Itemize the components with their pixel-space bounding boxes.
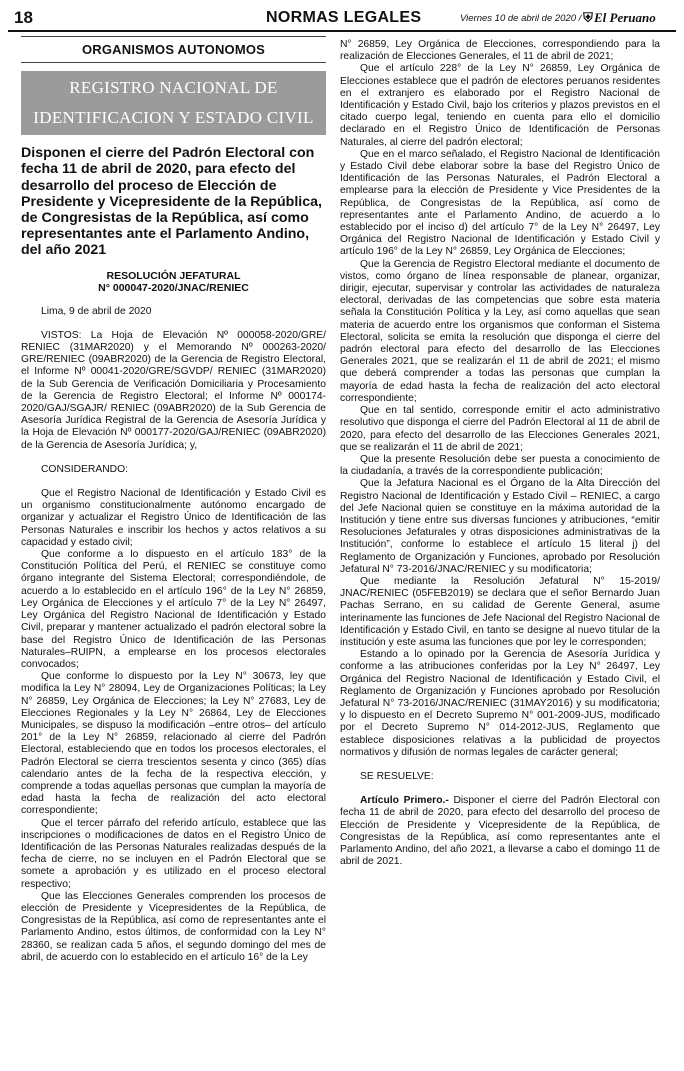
newspaper-logo: ⛨El Peruano [583,10,656,25]
paragraph: Que las Elecciones Generales comprenden los procesos de elección de Presidente y Vicepresidentes de la República, de Congresistas de la República, así como de representantes ante el Parlamento Andino, estos últimos, de conformidad con la Ley N° 28360, se realizan cada 5 años, el segundo domingo del mes de abril, de acuerdo con lo establecido en el artículo 16° de la Ley [21,890,326,963]
resolution-label: RESOLUCIÓN JEFATURAL [106,269,241,282]
section-title: ORGANISMOS AUTONOMOS [21,36,326,63]
vistos-paragraph: VISTOS: La Hoja de Elevación Nº 000058-2020/GRE/ RENIEC (31MAR2020) y el Memorando Nº 000263-2020/ GRE/RENIEC (09ABR2020) de la Gerencia de Registro Electoral, el Informe Nº 00041-2020/GRE/SGVDP/ RENIEC (31MAR2020) de la Sub Gerencia de Verificación Domiciliaria y Procesamiento de la Gerencia de Registro Electoral; el Informe Nº 000174-2020/GAJ/SGAJR/ RENIEC (09ABR2020) de la Sub Gerencia de Asesoría Jurídica Registral de la Gerencia de Asesoría Jurídica y la Hoja de Elevación Nº 000177-2020/GAJ/RENIEC (09ABR2020) de la Gerencia de Asesoría Jurídica; y, [21,329,326,451]
page-header [8,6,676,32]
article-first [340,795,660,868]
left-column [21,36,326,964]
paragraph: Que conforme a lo dispuesto en el artículo 183° de la Constitución Política del Perú, el RENIEC se constituye como órgano integrante del Sistema Electoral; correspondiéndole, de acuerdo a lo establecido en el artículo 196° de la Ley N° 26859, Ley Orgánica de Elecciones y el artículo 7° de la Ley N° 26497, Ley Orgánica del Registro Nacional de Identificación y Estado Civil, preparar y mantener actualizado el padrón electoral sobre la base del Registro Único de Identificación de las Personas Naturales–RUIPN, a emplearse en los procesos electorales convocados; [21,549,326,670]
place-date: Lima, 9 de abril de 2020 [41,305,152,317]
paragraph: Que en el marco señalado, el Registro Nacional de Identificación y Estado Civil debe elaborar sobre la base del Registro Único de Identificación de las Personas Naturales, el Padrón Electoral a emplearse para la elección de Presidente y Vice Presidentes de la República, de Congresistas de la República, así como de representantes ante el Parlamento Andino, de acuerdo a lo establecido por el inciso d) del artículo 7° de la Ley N° 26497, Ley Orgánica del Registro Nacional de Identificación y Estado Civil y artículo 196° de la Ley N° 26859, Ley Orgánica de Elecciones; [340,148,660,258]
paragraph: Que el Registro Nacional de Identificación y Estado Civil es un organismo constitucionalmente autónomo encargado de organizar y actualizar el Registro Único de Identificación de las Personas Naturales e inscribir los hechos y actos relativos a su capacidad y estado civil; [21,488,326,548]
paragraph: Que mediante la Resolución Jefatural N° 15-2019/ JNAC/RENIEC (05FEB2019) se declara que el señor Bernardo Juan Pachas Serrano, en su calidad de Gerente General, asume interinamente las funciones de Jefe Nacional del Registro Nacional de Identificación y Estado Civil, en tanto se designe al nuevo titular de la institución y este asuma las funciones que por ley le corresponden; [340,575,660,648]
paragraph: Que el tercer párrafo del referido artículo, establece que las inscripciones o modificaciones de datos en el Registro Único de Identificación de las Personas Naturales realizadas después de la fecha de cierre, no se incluyen en el Padrón Electoral que se somete a aprobación y es utilizado en el proceso electoral respectivo; [21,817,326,890]
paragraph: Que el artículo 228° de la Ley N° 26859, Ley Orgánica de Elecciones establece que el padrón de electores peruanos residentes en el extranjero es elaborado por el Registro Nacional de Identificación y Estado Civil, bajo los criterios y plazos previstos en el citado cuerpo legal, teniendo en cuenta para ello el domicilio declarado en el Registro Único de Identificación de Personas Naturales, al cierre del padrón electoral; [340,63,660,148]
issue-date: Viernes 10 de abril de 2020 / [460,13,582,24]
publication-title: NORMAS LEGALES [266,9,422,26]
page-number: 18 [14,8,33,27]
institution-line-2: IDENTIFICACION Y ESTADO CIVIL [33,108,314,128]
right-column [340,39,660,868]
institution-banner [21,71,326,135]
paragraph: Que la presente Resolución debe ser puesta a conocimiento de la ciudadanía, a través de la correspondiente publicación; [340,453,660,478]
paragraph: Que en tal sentido, corresponde emitir el acto administrativo resolutivo que disponga el cierre del Padrón Electoral al 11 de abril de 2020, para efecto del desarrollo de las Elecciones Generales 2021, que se realizarán el 11 de abril de 2021; [340,405,660,453]
institution-line-1: REGISTRO NACIONAL DE [69,78,278,98]
shield-icon: ⛨ [583,10,593,25]
paragraph: Que la Gerencia de Registro Electoral mediante el documento de vistos, como órgano de línea responsable de planear, organizar, dirigir, ejecutar, supervisar y controlar las actividades de naturaleza electoral, derivadas de las competencias que sobre esta materia señala la Constitución Política y la Ley, así como aquellas que sean materia de acuerdo entre los organismos que conforman el Sistema Electoral, solicita se emita la resolución que disponga el cierre del padrón electoral para efecto del desarrollo de las Elecciones Generales 2021, que se realizarán el 11 de abril de 2021; el mismo que deberá comprender a todas las personas que cumplan la mayoría de edad hasta la fecha de realización del acto electoral correspondiente; [340,258,660,404]
paragraph: Estando a lo opinado por la Gerencia de Asesoría Jurídica y conforme a las atribuciones conferidas por la Ley N° 26497, Ley Orgánica del Registro Nacional de Identificación y Estado Civil, el Reglamento de Organización y Funciones aprobado por Resolución Jefatural N° 73-2016/JNAC/RENIEC (31MAY2016) y su modificatoria; y lo dispuesto en el Decreto Supremo N° 001-2009-JUS, modificado por el Decreto Supremo N° 014-2012-JUS, Reglamento que establece disposiciones relativas a la publicidad de proyectos normativos y difusión de normas legales de carácter general; [340,649,660,758]
article-label: Artículo Primero.- [360,795,449,807]
resolution-number: N° 000047-2020/JNAC/RENIEC [98,281,249,294]
article-headline: Disponen el cierre del Padrón Electoral con fecha 11 de abril de 2020, para efecto del desarrollo del proceso de Elección de Presidente y Vicepresidente de la República, de Congresistas de la República, así como representantes ante el Parlamento Andino, del año 2021 [21,145,322,259]
paragraph: Que la Jefatura Nacional es el Órgano de la Alta Dirección del Registro Nacional de Identificación y Estado Civil – RENIEC, a cargo del Jefe Nacional quien se constituye en la máxima autoridad de la Institución y tiene entre sus diversas funciones y atribuciones, “emitir Resoluciones Jefaturales y otras disposiciones administrativas de la Institución”, conforme lo establece el artículo 15 literal j) del Reglamento de Organización y Funciones, aprobado por Resolución Jefatural N° 73-2016/JNAC/RENIEC y su modificatoria; [340,478,660,575]
article-text: Disponer el cierre del Padrón Electoral con fecha 11 de abril de 2020, para efecto del desarrollo del proceso de Elección de Presidente y Vicepresidente de la República, de Congresistas de la República, así como representantes ante el Parlamento Andino, del año 2021, a llevarse a cabo el domingo 11 de abril de 2021. [340,795,661,868]
paragraph: Que conforme lo dispuesto por la Ley N° 30673, ley que modifica la Ley N° 28094, Ley de Organizaciones Políticas; la Ley N° 26859, Ley Orgánica de Elecciones; la Ley N° 27683, Ley de Elecciones Regionales y la Ley N° 26864, Ley de Elecciones Municipales, se dispuso la modificación –entre otros– del artículo 201° de la Ley N° 26859, relacionado al cierre del Padrón Electoral, estableciendo que en todos los procesos electorales, el Padrón Electoral se cierra trescientos sesenta y cinco (365) días calendario antes de la fecha de la respectiva elección, y comprende a todas aquellas personas que cumplan la mayoría de edad hasta la fecha de realización del acto electoral correspondiente; [21,671,326,817]
resolution-title [21,270,326,294]
paragraph: N° 26859, Ley Orgánica de Elecciones, correspondiendo para la realización de Elecciones Generales, el 11 de abril de 2021; [340,39,660,63]
considerando-heading: CONSIDERANDO: [41,463,128,475]
se-resuelve-heading: SE RESUELVE: [360,770,434,782]
